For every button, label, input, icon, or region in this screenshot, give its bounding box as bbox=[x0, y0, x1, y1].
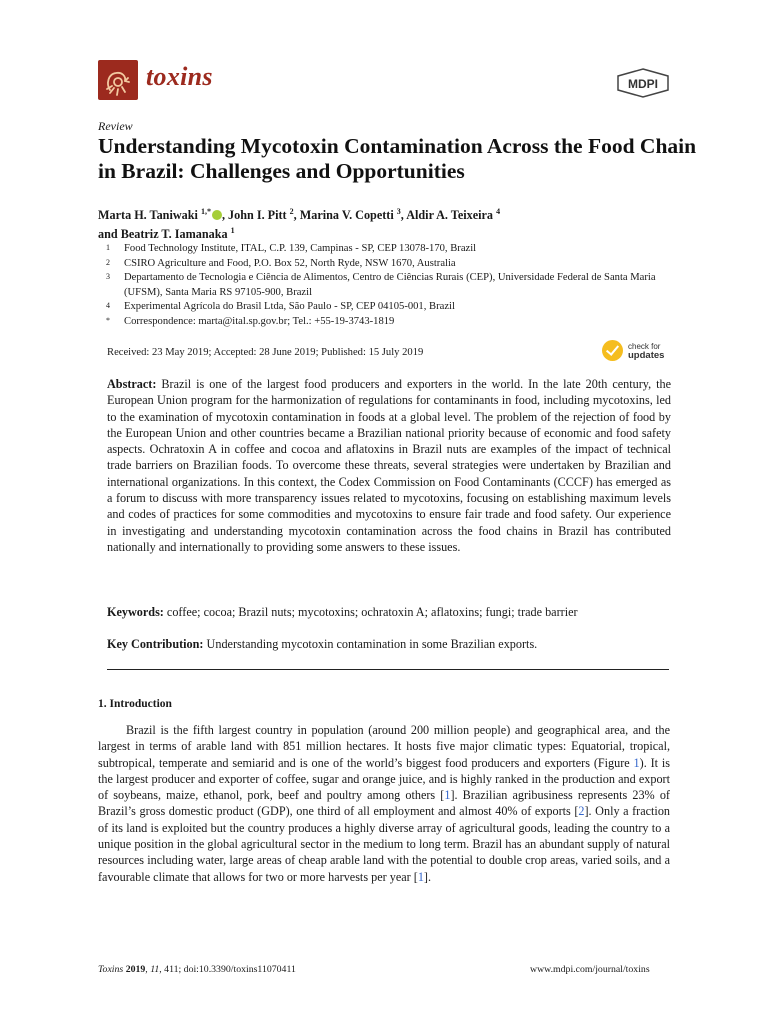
article-title: Understanding Mycotoxin Contamination Across the Food Chain in Brazil: Challenges and Opportunities bbox=[98, 134, 697, 183]
publisher-name: MDPI bbox=[628, 77, 658, 91]
citation-link[interactable]: 1 bbox=[417, 869, 424, 884]
article-type: Review bbox=[98, 119, 133, 133]
keywords-label: Keywords: bbox=[107, 605, 164, 619]
section-heading: 1. Introduction bbox=[98, 698, 172, 710]
key-contribution-text: Understanding mycotoxin contamination in some Brazilian exports. bbox=[206, 637, 538, 651]
affiliation-item: 3 Departamento de Tecnologia e Ciência de Alimentos, Centro de Ciências Rurais (CEP), Universidade Federal de Santa Maria (UFSM), Santa Maria RS 97105-900, Brazil bbox=[106, 272, 656, 298]
journal-logo bbox=[98, 60, 138, 100]
mdpi-logo bbox=[616, 68, 670, 103]
citation-link[interactable]: 1 bbox=[444, 788, 451, 803]
scorpion-icon bbox=[98, 60, 138, 100]
journal-name: toxins bbox=[146, 62, 213, 91]
author-sup: 4 bbox=[496, 207, 501, 216]
affiliation-item: 4 Experimental Agrícola do Brasil Ltda, São Paulo - SP, CEP 04105-001, Brazil bbox=[106, 301, 455, 312]
author-name[interactable]: Beatriz T. Iamanaka bbox=[120, 227, 228, 242]
author-list: Marta H. Taniwaki $^{1,*}$ , John I. Pitt $^2$, Marina V. Copetti $^3$, Aldir A. Teixeira $^4$ and Beatriz T. Iamanaka $^1$ bbox=[98, 207, 501, 242]
footer-citation: Toxins 2019, 11, 411; doi:10.3390/toxins11070411 bbox=[98, 964, 296, 975]
figure-link[interactable]: 1 bbox=[633, 755, 640, 770]
keywords bbox=[107, 604, 671, 620]
author-sup: 3 bbox=[396, 207, 401, 216]
author-sup: 1 bbox=[230, 226, 235, 236]
abstract-text: Brazil is one of the largest food producers and exporters in the world. In the late 20th century, the European Union program for the harmonization of regulations for contaminants in food, including mycotoxins, led to the examination of mycotoxin contamination in foods at a global level. The problem of the rejection of food by the European Union and other countries became a Brazilian national priority because of economic and food safety aspects. Ochratoxin A in coffee and cocoa and aflatoxins in Brazil nuts are examples of the impact of technical trade barriers on Brazilian foods. To overcome these threats, several strategies were undertaken by Brazilian and international organizations. In this context, the Codex Commission on Food Contaminants (CCCF) has emerged as a forum to discuss with more transparency issues related to mycotoxins, focusing on establishing maximum levels and codes of practices for some commodities and mycotoxins to ensure fair trade and food safety. Our experience in investigating and understanding mycotoxin contamination across the food chains in Brazil has contributed nationally and internationally to providing some answers to these issues. bbox=[107, 377, 671, 554]
orcid-icon[interactable] bbox=[212, 210, 222, 220]
key-contribution-label: Key Contribution: bbox=[107, 637, 204, 651]
author-name[interactable]: Aldir A. Teixeira bbox=[406, 208, 494, 223]
author-sup: 1,* bbox=[200, 207, 211, 216]
check-for-updates-button[interactable]: check for updates bbox=[602, 340, 664, 361]
author-sup: 2 bbox=[289, 207, 294, 216]
abstract bbox=[107, 376, 671, 555]
affiliations bbox=[98, 242, 678, 329]
publication-dates: Received: 23 May 2019; Accepted: 28 June 2019; Published: 15 July 2019 bbox=[107, 347, 424, 358]
author-name[interactable]: Marta H. Taniwaki bbox=[98, 208, 198, 223]
affiliation-item: 1 Food Technology Institute, ITAL, C.P. 139, Campinas - SP, CEP 13078-170, Brazil bbox=[106, 243, 477, 254]
key-contribution bbox=[107, 636, 671, 652]
section-divider bbox=[107, 669, 669, 670]
check-icon bbox=[602, 340, 623, 361]
author-name[interactable]: Marina V. Copetti bbox=[299, 208, 394, 223]
author-name[interactable]: John I. Pitt bbox=[228, 208, 287, 223]
affiliation-item: 2 CSIRO Agriculture and Food, P.O. Box 52, North Ryde, NSW 1670, Australia bbox=[106, 257, 456, 269]
introduction-paragraph: Brazil is the fifth largest country in population (around 200 million people) and geographical area, and the largest in terms of arable land with 851 million hectares. It hosts five major climatic types: Equatorial, tropical, subtropical, temperate and semiarid and is one of the world’s biggest food producers and exporters (Figure 1). It is the largest producer and exporter of coffee, sugar and orange juice, and is highly ranked in the production and export of soybeans, maize, ethanol, pork, beef and poultry among others [1]. Brazilian agribusiness represents 23% of Brazil’s gross domestic product (GDP), one third of all employment and almost 40% of exports [2]. Only a fraction of its land is exploited but the country produces a highly diverse array of agricultural goods, leading the country to a unique position in the global agricultural sector in the medium to long term. Brazil has an abundant supply of natural resources including water, large areas of cheap arable land with the potential to double crop areas, varied soils, and a favourable climate that allows for two or more harvests per year [1]. bbox=[98, 723, 671, 884]
abstract-label: Abstract: bbox=[107, 377, 157, 391]
citation-link[interactable]: 2 bbox=[578, 804, 585, 819]
footer-url[interactable]: www.mdpi.com/journal/toxins bbox=[530, 964, 650, 975]
keywords-text: coffee; cocoa; Brazil nuts; mycotoxins; ochratoxin A; aflatoxins; fungi; trade barrier bbox=[166, 605, 578, 619]
correspondence: * Correspondence: marta@ital.sp.gov.br; Tel.: +55-19-3743-1819 bbox=[106, 315, 395, 327]
